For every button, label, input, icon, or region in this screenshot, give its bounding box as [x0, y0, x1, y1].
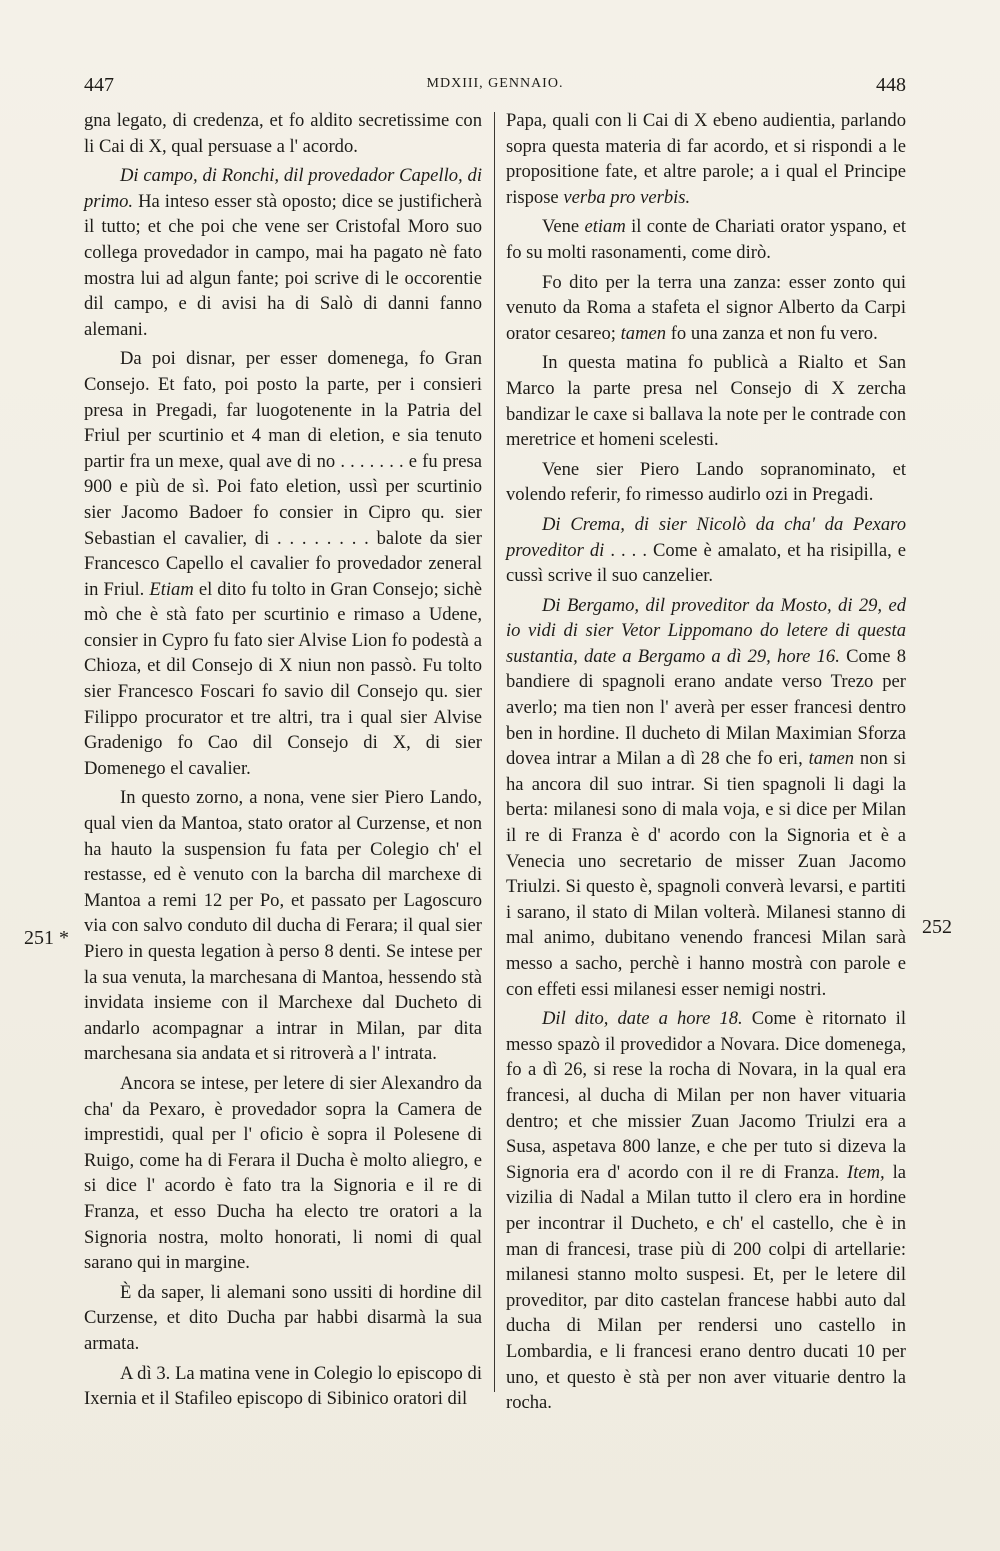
right-column — [506, 108, 906, 1416]
paragraph: È da saper, li alemani sono ussiti di hordine dil Curzense, et dito Ducha par habbi disarmà la sua armata. — [84, 1281, 482, 1354]
left-column — [84, 108, 482, 1412]
paragraph: Di campo, di Ronchi, dil provedador Capello, di primo. Ha inteso esser stà oposto; dice se justificherà il tutto; et che poi che vene ser Cristofal Moro suo collega provedador in campo, mai ha pagato nè fato mostra lui ad algun fante; poi scrive di le occorentie dil campo, e di avisi ha di Salò di danni fanno alemani. — [84, 165, 482, 340]
page-number-right: 448 — [876, 74, 906, 96]
paragraph: A dì 3. La matina vene in Colegio lo episcopo di Ixernia et il Stafileo episcopo di Sibinico oratori dil — [84, 1362, 482, 1410]
margin-number-left: 251 * — [24, 927, 69, 949]
paragraph: In questa matina fo publicà a Rialto et San Marco la parte presa nel Consejo di X zercha bandizar le caxe si ballava la note per le contrade con meretrice et homeni scelesti. — [506, 352, 906, 451]
running-head: MDXIII, GENNAIO. — [426, 76, 564, 91]
page-number-left: 447 — [84, 74, 114, 96]
paragraph: Da poi disnar, per esser domenega, fo Gran Consejo. Et fato, poi posto la parte, per i consieri presa in Pregadi, far luogotenente in la Patria del Friul per scurtinio et 4 man di eletion, e sia tenuto partir fra un mexe, qual ave di no . . . . . . . e fu presa 900 e più de sì. Poi fato eletion, ussì per scurtinio sier Jacomo Badoer fo consier in Cipro qu. sier Sebastian el cavalier, di . . . . . . . . balote da sier Francesco Capello el cavalier fo provedador zeneral in Friul. Etiam el dito fu tolto in Gran Consejo; sichè mò che è stà fato per scurtinio e rimaso a Udene, consier in Cypro fu fato sier Alvise Lion fo podestà a Chioza, et dil Consejo di X niun non passò. Fu tolto sier Francesco Foscari fo savio dil Consejo qu. sier Filippo procurator et tre altri, tra i qual sier Alvise Gradenigo fo Cao dil Consejo di X, di sier Domenego el cavalier. — [84, 348, 482, 779]
paragraph: Papa, quali con li Cai di X ebeno audientia, parlando sopra questa materia di far acordo, et si rispondi a le propositione fate, et altre parole; a i qual el Principe rispose verba pro verbis. — [506, 110, 906, 208]
paragraph: Di Crema, di sier Nicolò da cha' da Pexaro proveditor di . . . . Come è amalato, et ha risipilla, e cussì scrive il suo canzelier. — [506, 513, 906, 587]
paragraph: In questo zorno, a nona, vene sier Piero Lando, qual vien da Mantoa, stato orator al Curzense, et non ha hauto la suspension fu fata per Colegio ch' el restasse, ed è venuto con la barcha dil marchexe di Mantoa a remi 12 per Po, et passato per Lagoscuro via con salvo conduto dil ducha di Ferara; il qual sier Piero in questa legation à perso 8 denti. Se intese per la sua venuta, la marchesana di Mantoa, hessendo stà invidata insieme con il Marchexe dal Ducheto di andarlo acompagnar a intrar in Milan, par dita marchesana sia andata et si ritroverà a l' intrata. — [84, 787, 482, 1065]
paragraph: Fo dito per la terra una zanza: esser zonto qui venuto da Roma a stafeta el signor Alberto da Carpi orator cesareo; tamen fo una zanza et non fu vero. — [506, 271, 906, 344]
margin-number-right: 252 — [922, 916, 952, 938]
paragraph: Ancora se intese, per letere di sier Alexandro da cha' da Pexaro, è provedador sopra la Camera de imprestidi, qual per l' oficio è sopra il Polesene di Ruigo, come ha di Ferara il Ducha è molto aliegro, e si dice l' acordo è fato tra la Signoria e il re di Franza, et esso Ducha ha electo tre oratori a la Signoria nostra, molto honorati, li nomi di qual sarano qui in margine. — [84, 1072, 482, 1274]
paragraph: Vene sier Piero Lando sopranominato, et volendo referir, fo rimesso audirlo ozi in Pregadi. — [506, 458, 906, 506]
paragraph: Vene etiam il conte de Chariati orator yspano, et fo su molti rasonamenti, come dirò. — [506, 216, 906, 263]
paragraph: Dil dito, date a hore 18. Come è ritornato il messo spazò il provedidor a Novara. Dice domenega, fo a dì 26, si rese la rocha di Novara, in la qual era francesi, al ducha di Milan per non haver vituaria dentro; et che missier Zuan Jacomo Triulzi era a Susa, aspetava 800 lanze, e che per tuto si dizeva la Signoria era d' acordo con il re di Franza. Item, la vizilia di Nadal a Milan tutto il clero era in hordine per incontrar il Ducheto, e ch' el castello, che è in man di francesi, trase più di 200 colpi di artellarie: milanesi stanno molto suspesi. Et, per le letere dil proveditor, par dito castelan francese habbi auto dal ducha di Milan per rendersi uno castello in Lombardia, e li francesi erano dentro ducati 10 per uno, et questo è stà per non aver vituarie dentro la rocha. — [506, 1008, 906, 1414]
column-divider — [494, 112, 495, 1392]
paragraph: gna legato, di credenza, et fo aldito secretissime con li Cai di X, qual persuase a l' acordo. — [84, 110, 482, 157]
paragraph: Di Bergamo, dil proveditor da Mosto, di 29, ed io vidi di sier Vetor Lippomano do letere di questa sustantia, date a Bergamo a dì 29, hore 16. Come 8 bandiere di spagnoli erano andate verso Trezo per averlo; ma tien non l' averà per esser francesi dentro ben in hordine. Il ducheto di Milan Maximian Sforza dovea intrar a Milan a dì 28 che fo eri, tamen non si ha ancora dil suo intrar. Si tien spagnoli li dagi la berta: milanesi sono di mala voja, e si dice per Milan il re di Franza è d' acordo con la Signoria et è a Venecia uno secretario de misser Zuan Jacomo Triulzi. Si questo è, spagnoli converà levarsi, e partiti i sarano, il stato di Milan volterà. Milanesi stanno di mal animo, dubitano venendo francesi Milan sarà messo a sacho, perchè i hanno mostrà con parole e con effeti essi milanesi esser nemigi nostri. — [506, 594, 906, 1000]
page-header — [84, 74, 906, 98]
